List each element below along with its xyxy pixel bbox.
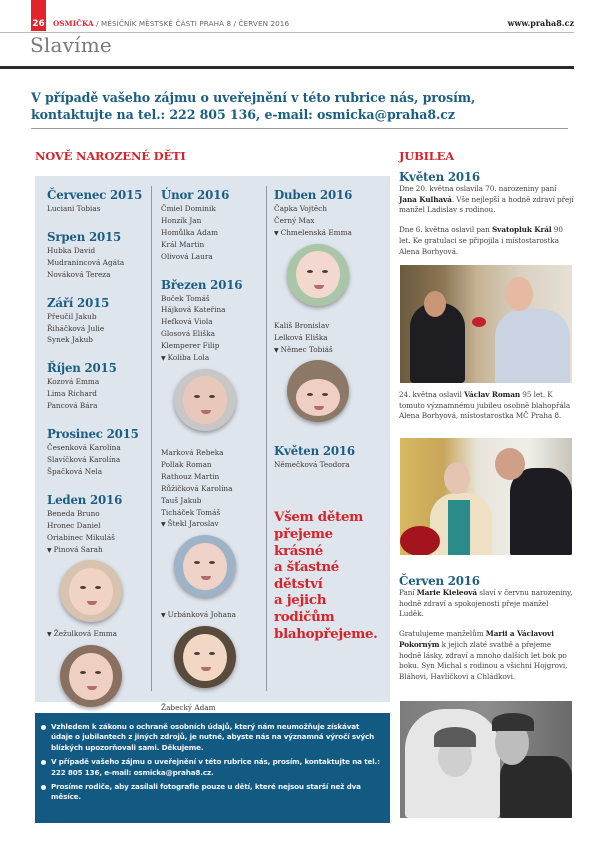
wish-line: a šťastné [274, 559, 340, 576]
jubilee-photo [400, 265, 572, 383]
month-group [161, 188, 242, 263]
pointer-down-icon: ▼ [161, 521, 166, 529]
month-group [274, 444, 378, 471]
wish-line: Všem dětem [274, 509, 364, 526]
baby-name: Synek Jakub [47, 335, 93, 345]
column-divider [151, 186, 152, 691]
baby-name [161, 518, 242, 531]
baby-name: Beneda Bruno [47, 508, 100, 518]
running-head-text: / MĚSÍČNÍK MĚSTSKÉ ČÁSTI PRAHA 8 / ČERVEN 2016 [93, 19, 290, 28]
baby-name: Rathouz Martin [161, 471, 220, 481]
contact-lead-line1: V případě vašeho zájmu o uveřejnění v této rubrice nás, prosím, [31, 90, 476, 105]
text: Gratulujeme manželům [399, 629, 486, 639]
jubilea-may [399, 170, 574, 257]
babies-heading: NOVĚ NAROZENÉ DĚTI [35, 149, 186, 163]
text: . Vše nejlepší a hodně zdraví přejí manžel Ladislav s rodinou. [399, 194, 574, 215]
running-head [53, 19, 289, 28]
baby-name-text: Koliba Lola [167, 353, 210, 363]
pointer-down-icon: ▼ [47, 546, 52, 554]
baby-name: Kozová Emma [47, 377, 100, 387]
month-group [47, 427, 142, 478]
baby-name [161, 352, 242, 365]
jubilee-paragraph [399, 588, 574, 620]
baby-name: Kališ Bronislav [274, 320, 330, 330]
baby-name-text: Štekl Jaroslav [167, 519, 219, 529]
baby-name: Čmiel Dominik [161, 204, 216, 213]
contact-lead [31, 89, 571, 123]
baby-name: Hájková Kateřina [161, 305, 226, 315]
babies-column-2 [161, 188, 242, 714]
baby-name-text: Chmelenská Emma [280, 227, 352, 237]
babies-column-3 [274, 188, 378, 642]
baby-name-text: Urbánková Johana [167, 610, 237, 620]
baby-photo [174, 626, 236, 688]
wish-line: a jejich [274, 592, 327, 609]
month-group [47, 296, 142, 347]
text: 95 let. K tomuto významnému jubileu osobně blahopřála Alena Borhyová, místostarostka MČ Praha 8. [399, 390, 571, 421]
jubilee-photo [400, 438, 572, 555]
jubilee-paragraph [399, 225, 574, 257]
baby-name: Černý Max [274, 215, 315, 225]
baby-name-text: Žežulková Emma [53, 629, 118, 639]
wish-line: přejeme [274, 525, 333, 542]
pointer-down-icon: ▼ [274, 346, 279, 354]
babies-column-1 [47, 188, 142, 713]
baby-name: Glosová Eliška [161, 329, 215, 339]
baby-name: Olivová Laura [161, 251, 213, 261]
brand: OSMIČKA [53, 19, 94, 28]
text: 24. května oslavil [399, 390, 465, 399]
text: Paní [399, 588, 417, 597]
section-title: Slavíme [30, 33, 112, 57]
month-heading: Červen 2016 [399, 574, 480, 588]
lead-rule [31, 128, 568, 129]
baby-name [47, 544, 142, 557]
wish-line: rodičům [274, 608, 335, 625]
baby-name: Král Martin [161, 239, 205, 249]
baby-name: Mudranincová Agáta [47, 257, 125, 267]
month-heading: Březen 2016 [161, 277, 243, 292]
month-group [47, 493, 142, 708]
jubilea-june [399, 574, 574, 683]
baby-name [274, 227, 378, 240]
bullet-icon [41, 725, 46, 730]
baby-name: Boček Tomáš [161, 293, 210, 303]
note-text: Vzhledem k zákonu o ochraně osobních údajů, který nám neumožňuje získávat údaje o jubilantech z jiných zdrojů, je nutné, abyste nás na významná výročí svých blízkých upozorňovali sami. Děkujeme. [51, 722, 375, 752]
site-url[interactable]: www.praha8.cz [507, 18, 574, 28]
baby-name: Oriabinec Mikuláš [47, 532, 115, 542]
month-heading: Duben 2016 [274, 188, 353, 202]
baby-name: Hronec Daniel [47, 520, 101, 530]
baby-name: Lima Richard [47, 389, 97, 399]
month-heading: Říjen 2015 [47, 361, 117, 376]
text: slaví v červnu narozeniny, hodně zdraví a spokojenosti přeje manžel Luděk. [399, 588, 573, 619]
baby-name: Němečková Teodora [274, 460, 350, 470]
babies-panel [35, 176, 390, 713]
baby-name-text: Němec Tobiáš [280, 344, 333, 354]
baby-name [274, 344, 378, 357]
jubilee-paragraph [399, 184, 574, 216]
person-name: Marii a Václavovi Pokorným [399, 629, 554, 649]
pointer-down-icon: ▼ [274, 229, 279, 237]
jubilee-paragraph [399, 390, 574, 422]
notes-box [35, 713, 390, 823]
month-heading: Prosinec 2015 [47, 427, 139, 442]
person-name: Jana Kulhavá [399, 194, 452, 204]
note-text: Prosíme rodiče, aby zasílali fotografie pouze u dětí, které nejsou starší než dva měsíce. [51, 782, 361, 802]
baby-name-text: Pinová Sarah [53, 544, 103, 554]
wish-line: dětství [274, 575, 323, 592]
baby-name: Růžičková Karolína [161, 483, 233, 493]
note-item [41, 722, 382, 753]
baby-photo [174, 535, 236, 597]
person-name: Marie Kieleová [416, 588, 478, 597]
baby-name: Marková Rebeka [161, 447, 224, 457]
page-number: 26 [32, 19, 45, 29]
baby-name: Řiháčková Julie [47, 323, 105, 333]
baby-name: Pollak Roman [161, 459, 212, 469]
baby-photo [174, 369, 236, 431]
baby-name: Ticháček Tomáš [161, 507, 221, 517]
baby-name [47, 628, 142, 641]
month-heading: Červenec 2015 [47, 188, 143, 202]
pointer-down-icon: ▼ [161, 355, 166, 363]
baby-name: Lelková Eliška [274, 332, 328, 342]
pointer-down-icon: ▼ [161, 612, 166, 620]
month-group [161, 278, 242, 715]
month-group [47, 230, 142, 281]
title-rule [0, 66, 574, 69]
contact-lead-line2: kontaktujte na tel.: 222 805 136, e-mail: osmicka@praha8.cz [31, 107, 455, 122]
baby-name: Homůlka Adam [161, 227, 219, 237]
baby-name: Pancová Bára [47, 401, 98, 411]
bullet-icon [41, 785, 46, 790]
pointer-down-icon: ▼ [47, 631, 52, 639]
text: 90 let. Ke gratulaci se připojila i místostarostka Alena Borhyová. [399, 225, 563, 256]
text: Dne 6. května oslavil pan [399, 225, 493, 235]
wish-line: krásné [274, 542, 324, 559]
month-heading: Únor 2016 [161, 188, 230, 202]
bullet-icon [41, 760, 46, 765]
baby-name: Špačková Nela [47, 466, 103, 476]
wish-message [274, 509, 378, 642]
month-group [47, 188, 142, 215]
month-heading: Leden 2016 [47, 492, 123, 507]
jubilee-photo [400, 701, 572, 818]
baby-name: Přeučil Jakub [47, 311, 97, 321]
baby-name: Nováková Tereza [47, 269, 111, 279]
baby-photo [60, 645, 122, 707]
baby-photo [287, 244, 349, 306]
jubilee-paragraph [399, 629, 574, 683]
month-group [47, 361, 142, 412]
month-heading: Květen 2016 [399, 170, 480, 184]
note-text: V případě vašeho zájmu o uveřejnění v této rubrice nás, prosím, kontaktujte na tel.: 222 805 136, e-mail: osmicka@praha8.cz. [51, 757, 380, 777]
month-heading: Květen 2016 [274, 444, 355, 459]
baby-name: Žabecký Adam [161, 703, 216, 713]
baby-photo [60, 560, 122, 622]
note-item [41, 757, 382, 778]
baby-photo [287, 360, 349, 422]
baby-name: Česenková Karolína [47, 443, 121, 453]
baby-name: Luciani Tobias [47, 204, 101, 213]
month-group [274, 188, 378, 422]
column-divider [266, 186, 267, 691]
month-heading: Srpen 2015 [47, 229, 122, 244]
text: k jejich zlaté svatbě a přejeme hodně lásky, zdraví a mnoho dalších let bok po boku. Syn Michal s rodinou a všichni Hojgrovi, Bláhovi, Havlíčkovi a Chládkovi. [399, 639, 568, 681]
person-name: Václav Roman [464, 390, 521, 399]
text: Dne 20. května oslavila 70. narozeniny paní [399, 184, 557, 193]
baby-name: Honzík Jan [161, 215, 202, 225]
baby-name: Čapka Vojtěch [274, 204, 327, 213]
month-heading: Září 2015 [47, 295, 110, 310]
baby-name: Klemperer Filip [161, 341, 220, 351]
baby-name: Hefková Viola [161, 317, 213, 327]
note-item [41, 782, 382, 803]
jubilea-heading: JUBILEA [399, 149, 454, 163]
wish-line: blahopřejeme. [274, 625, 378, 642]
baby-name [161, 609, 242, 622]
baby-name: Slavíčková Karolína [47, 454, 121, 464]
baby-name: Tauš Jakub [161, 495, 202, 505]
person-name: Svatopluk Král [492, 225, 552, 235]
jubilea-may-2 [399, 390, 574, 422]
baby-name: Hubka David [47, 245, 96, 255]
